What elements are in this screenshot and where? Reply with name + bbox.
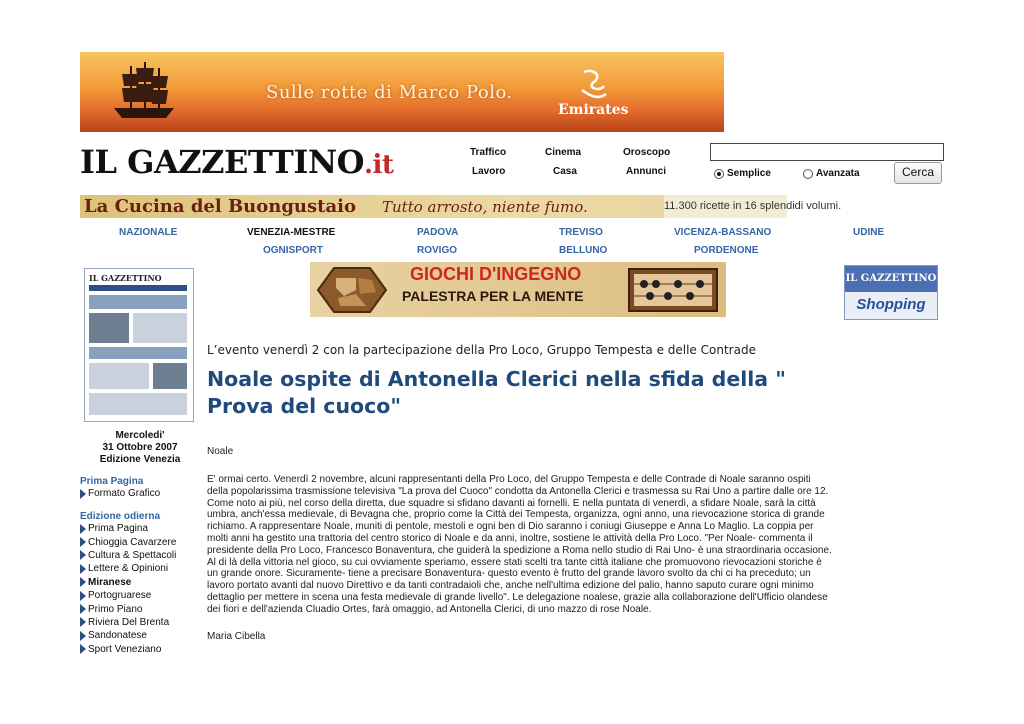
banner-slogan: Sulle rotte di Marco Polo.: [266, 82, 513, 103]
sidebar-item-label: Portogruarese: [88, 590, 152, 602]
emirates-ad-banner[interactable]: [80, 52, 724, 132]
sidebar-item-cultura-spettacoli[interactable]: [80, 549, 176, 562]
banner-brand: Emirates: [558, 102, 629, 118]
logo-name: IL GAZZETTINO: [80, 143, 364, 181]
nav-venezia-mestre[interactable]: VENEZIA-MESTRE: [247, 227, 336, 238]
arrow-right-icon: [80, 524, 86, 534]
search-mode-avanzata[interactable]: [803, 168, 860, 179]
article-author: Maria Cibella: [207, 631, 266, 642]
logo-tld: .it: [363, 150, 394, 180]
arrow-right-icon: [80, 631, 86, 641]
giochi-subtitle: PALESTRA PER LA MENTE: [402, 288, 584, 304]
arrow-right-icon: [80, 537, 86, 547]
search-button[interactable]: Cerca: [894, 162, 942, 184]
edition-info: [80, 430, 200, 466]
nav-nazionale[interactable]: NAZIONALE: [119, 227, 178, 238]
sidebar-item-portogruarese[interactable]: [80, 589, 176, 602]
arrow-right-icon: [80, 564, 86, 574]
arrow-right-icon: [80, 591, 86, 601]
thumbnail-photo: [89, 313, 129, 343]
sidebar-item-sport-veneziano[interactable]: [80, 643, 176, 656]
article-body: E' ormai certo. Venerdì 2 novembre, alcuni rappresentanti della Pro Loco, del Gruppo Tempesta e delle Contrade di Noale saranno ospiti della popolarissima trasmissione televisiva "La prova del Cuoco" condotta da Antonella Clerici e trasmessa su Rai Uno a partire dalle ore 12. Come noto ai più, nel corso della diretta, due squadre si sfidano davanti ai fornelli. E nella puntata di venerdì, a sfidare Noale, sarà la città umbra, anch'essa medievale, di Bevagna che, proprio come la Città dei Tempesta, organizza, ogni anno, una rievocazione storica di grande richiamo. A rappresentare Noale, muniti di pentole, mestoli e ogni ben di Dio saranno i coniugi Giuseppe e Anna Lo Maglio. La coppia per molti anni ha gestito una trattoria del centro storico di Noale e da anni, inoltre, sostiene le attività della Pro Loco. "Per Noale- commenta il presidente della Pro Loco, Francesco Bonaventura, che guiderà la spedizione a Roma nello studio di Rai Uno- è una straordinaria occasione. Al di là della vittoria nel gioco, su cui ovviamente speriamo, essere stati scelti tra tante città italiane che promuovono rievocazioni storiche è un grande onore. Sicuramente- tiene a precisare Bonaventura- questo evento è frutto del grande lavoro svolto da chi ci ha preceduto; un lavoro portato avanti dal nuovo Direttivo e da tanti contradaioli che, anche nell'ultima edizione del palio, hanno saputo curare ogni minimo dettaglio per mettere in scena una festa medievale di grande livello". Le delegazione noalese, grazie alla collaborazione dell'Ufficio olandese dei fiori e dell'azienda Cluadio Ortes, farà omaggio, ad Antonella Clerici, di uno mazzo di rose Noale.: [207, 474, 832, 615]
front-page-thumbnail[interactable]: [84, 268, 194, 422]
sidebar-item-label: Prima Pagina: [88, 523, 149, 535]
cucina-tagline: Tutto arrosto, niente fumo.: [382, 198, 588, 216]
sidebar-item-label: Miranese: [88, 576, 132, 588]
thumbnail-masthead: IL GAZZETTINO: [89, 273, 162, 283]
arrow-right-icon: [80, 644, 86, 654]
article-kicker: L’evento venerdì 2 con la partecipazione della Pro Loco, Gruppo Tempesta e delle Contrade: [207, 343, 756, 357]
search-mode-semplice[interactable]: [714, 168, 771, 179]
sidebar-item-lettere-opinioni[interactable]: [80, 562, 176, 575]
shopping-top: IL GAZZETTINO: [845, 266, 937, 292]
radio-selected-icon[interactable]: [714, 169, 724, 179]
emirates-logo-icon: [576, 66, 610, 106]
sidebar-item-sandonatese[interactable]: [80, 629, 176, 642]
edition-day: Mercoledi': [115, 430, 165, 441]
quick-link-lavoro[interactable]: Lavoro: [472, 166, 506, 177]
sidebar-item-riviera-del-brenta[interactable]: [80, 616, 176, 629]
abacus-icon: [628, 268, 718, 312]
arrow-right-icon: [80, 550, 86, 560]
sidebar-item-label: Chioggia Cavarzere: [88, 536, 177, 548]
giochi-title: GIOCHI D'INGEGNO: [410, 264, 582, 284]
shopping-link[interactable]: [844, 265, 938, 320]
shopping-bottom: Shopping: [845, 292, 937, 319]
sidebar-item-chioggia-cavarzere[interactable]: [80, 535, 176, 548]
thumbnail-text-block: [89, 363, 149, 389]
nav-vicenza-bassano[interactable]: VICENZA-BASSANO: [674, 227, 772, 238]
sidebar-item-label: Riviera Del Brenta: [88, 616, 170, 628]
site-logo[interactable]: [80, 142, 393, 185]
quick-link-annunci[interactable]: Annunci: [626, 166, 666, 177]
nav-ognisport[interactable]: OGNISPORT: [263, 245, 324, 256]
search-mode-semplice-label: Semplice: [727, 168, 771, 179]
arrow-right-icon: [80, 604, 86, 614]
edition-date: 31 Ottobre 2007: [102, 442, 178, 453]
sidebar-item-label: Formato Grafico: [88, 488, 161, 500]
sidebar-heading-prima-pagina[interactable]: Prima Pagina: [80, 476, 144, 487]
nav-belluno[interactable]: BELLUNO: [559, 245, 608, 256]
cucina-title: La Cucina del Buongustaio: [84, 196, 356, 217]
sidebar-heading-edizione-odierna: Edizione odierna: [80, 511, 161, 522]
nav-rovigo[interactable]: ROVIGO: [417, 245, 458, 256]
arrow-right-icon: [80, 577, 86, 587]
arrow-right-icon: [80, 489, 86, 499]
sidebar-item-primo-piano[interactable]: [80, 602, 176, 615]
nav-udine[interactable]: UDINE: [853, 227, 885, 238]
sidebar-item-formato-grafico[interactable]: [80, 487, 160, 500]
puzzle-icon: [316, 266, 388, 314]
radio-unselected-icon[interactable]: [803, 169, 813, 179]
nav-pordenone[interactable]: PORDENONE: [694, 245, 759, 256]
thumbnail-headline-block: [89, 347, 187, 359]
article-place: Noale: [207, 446, 234, 457]
arrow-right-icon: [80, 617, 86, 627]
quick-link-oroscopo[interactable]: Oroscopo: [623, 147, 671, 158]
edition-name: Edizione Venezia: [99, 454, 181, 465]
nav-padova[interactable]: PADOVA: [417, 227, 459, 238]
quick-link-traffico[interactable]: Traffico: [470, 147, 507, 158]
sidebar-item-label: Sport Veneziano: [88, 643, 162, 655]
sidebar-item-label: Primo Piano: [88, 603, 143, 615]
sidebar-item-label: Cultura & Spettacoli: [88, 549, 177, 561]
cucina-offer: 11.300 ricette in 16 splendidi volumi.: [664, 195, 787, 218]
thumbnail-text-block: [89, 393, 187, 415]
quick-link-cinema[interactable]: Cinema: [545, 147, 582, 158]
thumbnail-photo: [153, 363, 187, 389]
nav-treviso[interactable]: TREVISO: [559, 227, 603, 238]
thumbnail-bar: [89, 285, 187, 291]
sidebar-item-label: Lettere & Opinioni: [88, 563, 169, 575]
search-mode-avanzata-label: Avanzata: [816, 168, 860, 179]
article-headline: Noale ospite di Antonella Clerici nella sfida della " Prova del cuoco": [207, 367, 786, 418]
giochi-ad-banner[interactable]: [310, 262, 726, 317]
cucina-ad-banner[interactable]: [80, 195, 842, 218]
sailing-ship-icon: [108, 58, 180, 128]
quick-link-casa[interactable]: Casa: [553, 166, 577, 177]
thumbnail-text-block: [133, 313, 187, 343]
sidebar-list: [80, 522, 176, 656]
thumbnail-headline-block: [89, 295, 187, 309]
sidebar-item-miranese[interactable]: [80, 576, 176, 589]
sidebar-item-prima-pagina[interactable]: [80, 522, 176, 535]
search-input[interactable]: [710, 143, 944, 161]
sidebar-item-label: Sandonatese: [88, 630, 147, 642]
